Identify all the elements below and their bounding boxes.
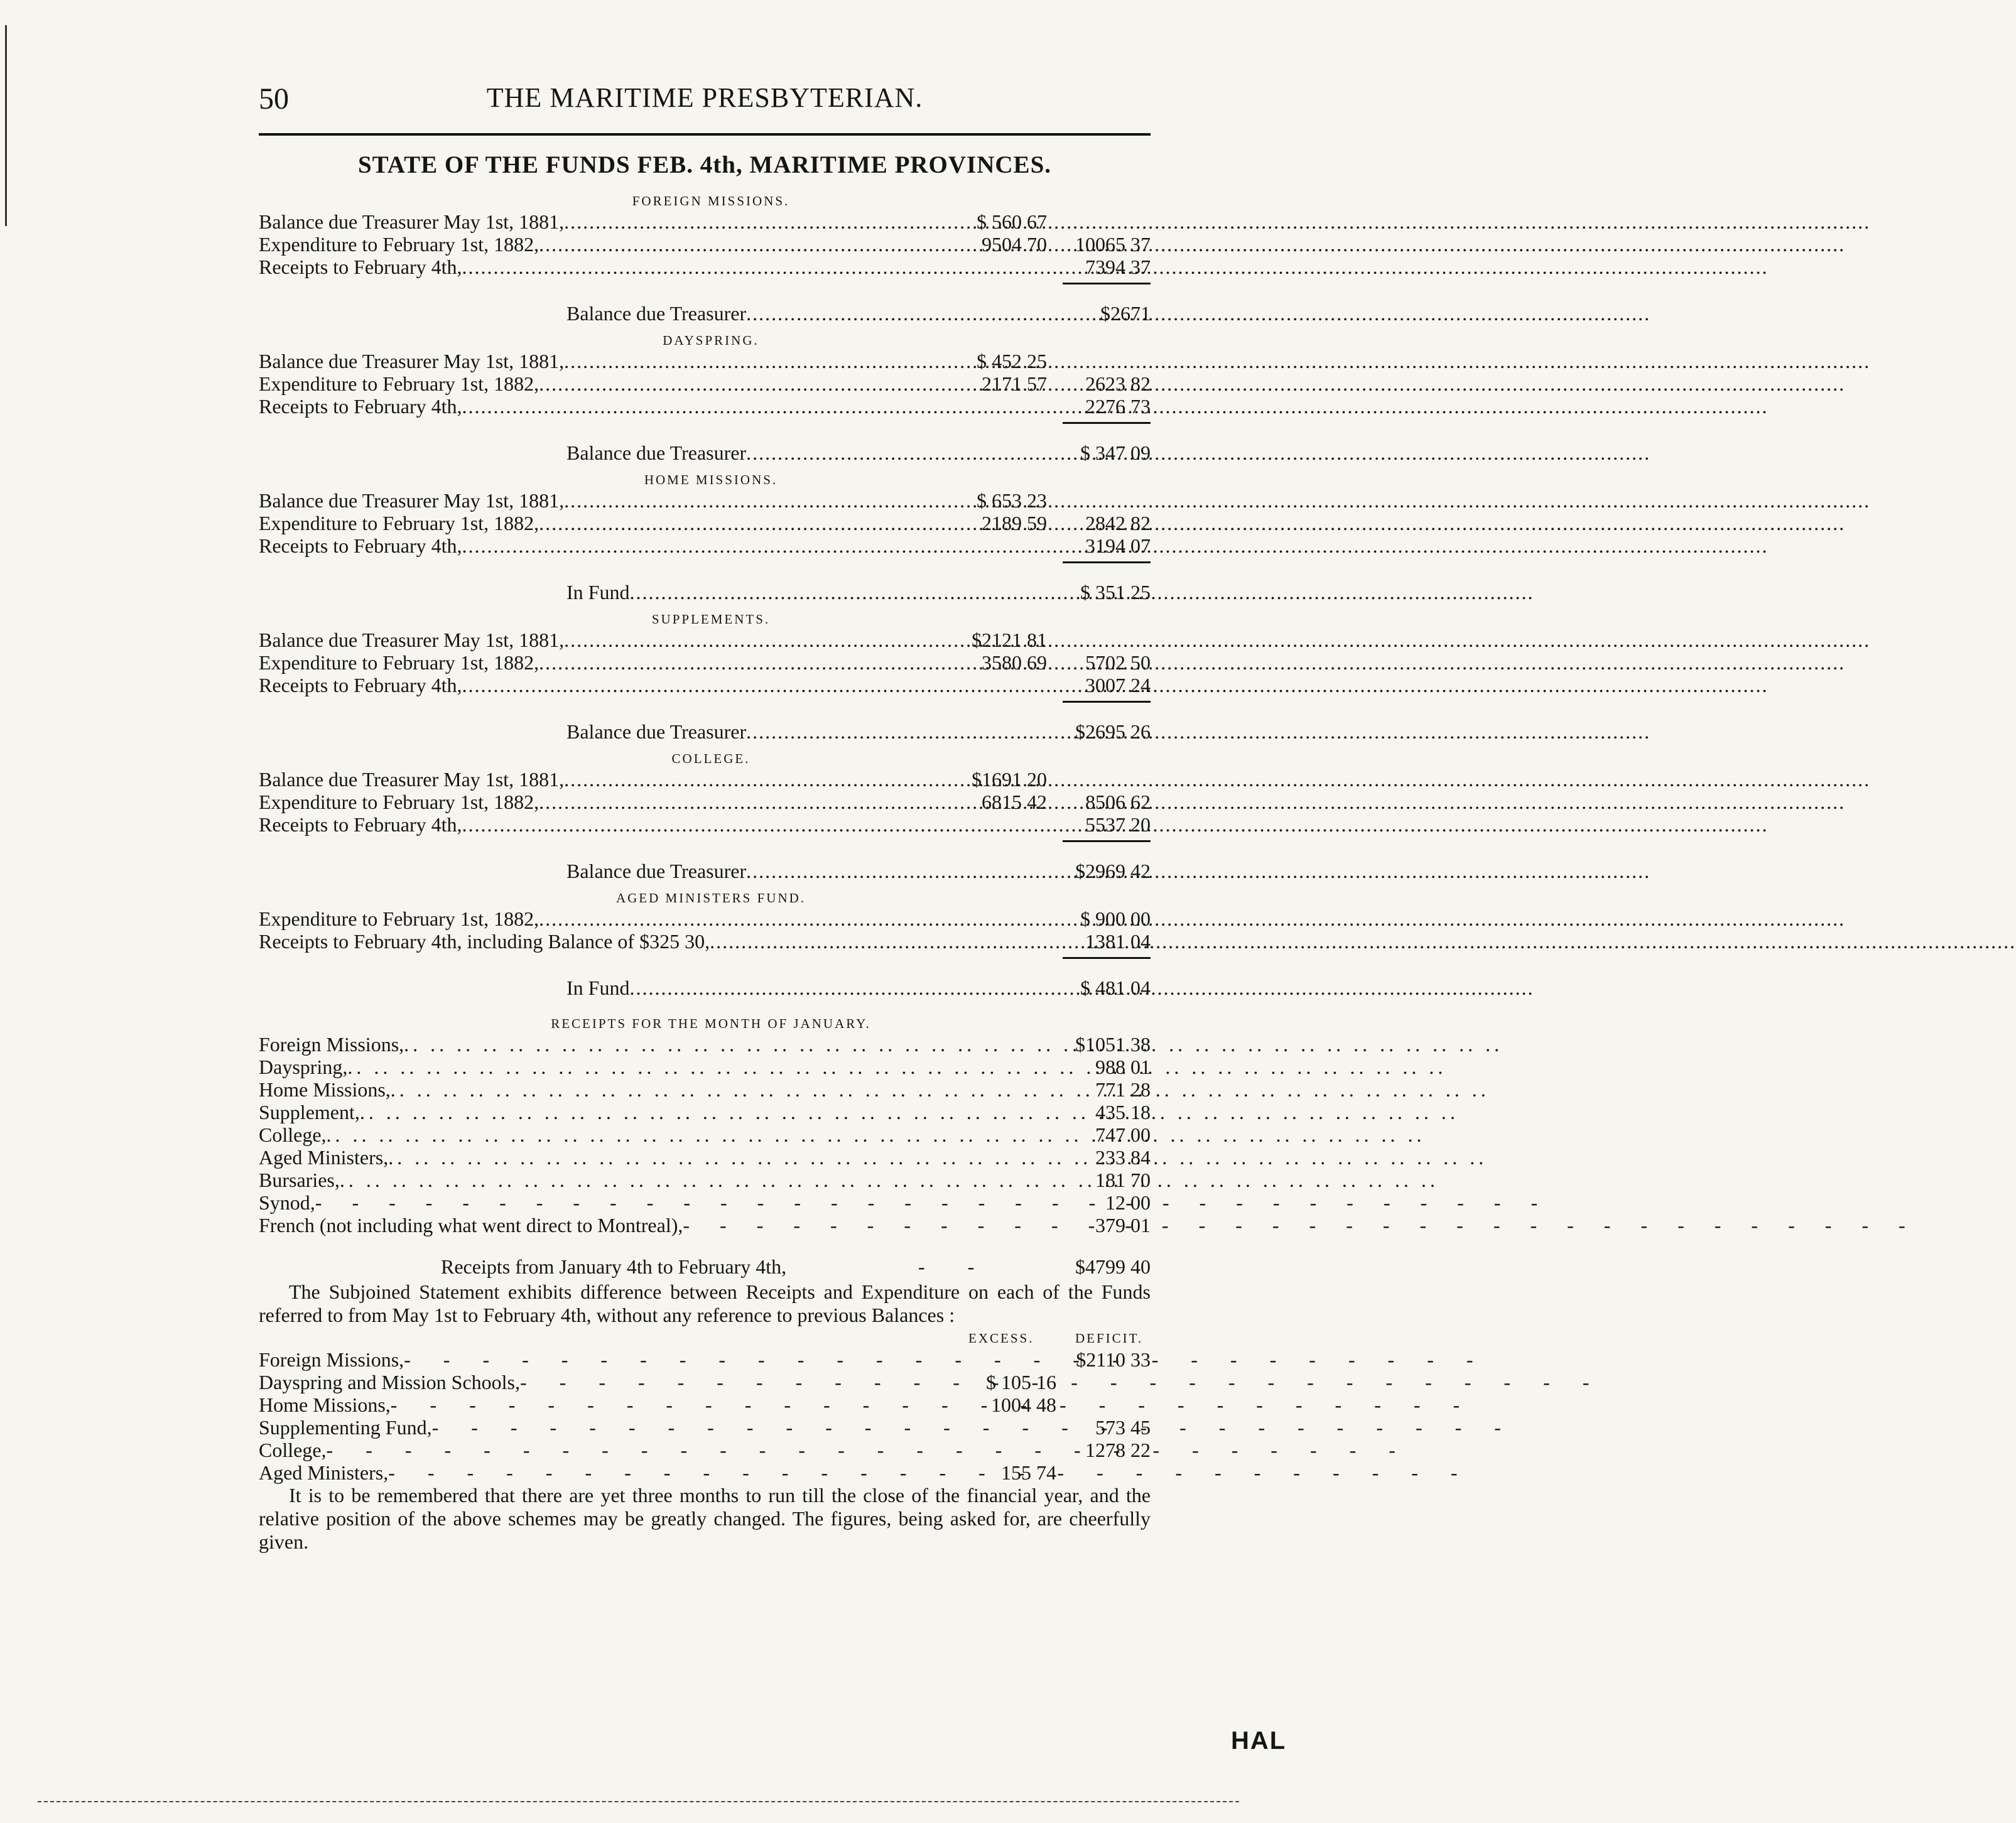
leader xyxy=(683,1214,1917,1236)
dot-leader xyxy=(539,233,1845,256)
difference-row-label-wrap xyxy=(259,1416,924,1439)
fund-balance-label-wrap xyxy=(566,974,1006,1002)
fund-row-amount-2: 10065 37 xyxy=(1075,233,1151,256)
fund-row-amount-2: 3194 07 xyxy=(1063,534,1151,557)
january-row-label: Synod, xyxy=(259,1191,315,1214)
header-rule xyxy=(259,133,1151,136)
fund-balance-row xyxy=(259,974,1163,1002)
statement-paragraph: The Subjoined Statement exhibits difference between Receipts and Expenditure on each of the Funds referred to from May 1st to February 4th, without any reference to previous Balances : xyxy=(259,1280,1151,1326)
fund-row-label-wrap xyxy=(259,372,956,395)
fund-row-label: Balance due Treasurer May 1st, 1881, xyxy=(259,489,565,512)
difference-row-label-wrap xyxy=(259,1348,924,1371)
fund-row xyxy=(259,674,1163,696)
fund-row-label: Balance due Treasurer May 1st, 1881, xyxy=(259,768,565,791)
fund-row-label-wrap xyxy=(259,907,956,930)
fund-balance-label-wrap xyxy=(566,439,1006,467)
january-row xyxy=(259,1078,1163,1101)
fund-row xyxy=(259,629,1163,651)
january-row-amount: 12 00 xyxy=(1105,1191,1151,1214)
fund-row-amount-2: 2623 82 xyxy=(1085,372,1151,395)
fund-row-amount-1: $ 653 23 xyxy=(977,489,1047,512)
fund-row xyxy=(259,930,1163,953)
january-row-amount: 747 00 xyxy=(1095,1123,1151,1146)
january-row-label: Bursaries, xyxy=(259,1169,340,1191)
fund-row-amount-1: $ 452 25 xyxy=(977,350,1047,372)
fund-row-amount-2: 3007 24 xyxy=(1063,674,1151,696)
fund-row-label: Expenditure to February 1st, 1882, xyxy=(259,233,539,256)
fund-row-amount-1: $2121 81 xyxy=(972,629,1047,651)
corner-stamp: HAL xyxy=(1231,1727,1287,1755)
difference-row-label-wrap xyxy=(259,1393,924,1416)
fund-balance-amount: $2671 xyxy=(1100,302,1151,325)
fund-row xyxy=(259,534,1163,557)
dot-leader xyxy=(539,372,1845,395)
fund-row xyxy=(259,791,1163,813)
fund-row-amount-2: 5702 50 xyxy=(1085,651,1151,674)
excess-header: EXCESS. xyxy=(968,1331,1034,1346)
dot-leader xyxy=(539,907,1845,930)
fund-row-amount-2: 5537 20 xyxy=(1063,813,1151,836)
fund-balance-label-wrap xyxy=(566,857,1006,885)
fund-balance-amount: $ 347 09 xyxy=(1080,441,1151,464)
january-row xyxy=(259,1191,1163,1214)
january-row-label-wrap xyxy=(259,1056,1006,1078)
difference-row xyxy=(259,1348,1163,1371)
fund-row-label-wrap xyxy=(259,350,956,372)
fund-balance-row xyxy=(259,857,1163,885)
january-row-label: College, xyxy=(259,1123,327,1146)
fund-row-label: Receipts to February 4th, xyxy=(259,534,462,557)
dot-leader xyxy=(539,791,1845,813)
january-row xyxy=(259,1033,1163,1056)
fund-row xyxy=(259,768,1163,791)
january-row xyxy=(259,1123,1163,1146)
fund-heading: FOREIGN MISSIONS. xyxy=(632,193,790,208)
january-row-label: French (not including what went direct to Montreal), xyxy=(259,1214,683,1236)
fund-row-label-wrap xyxy=(259,489,956,512)
difference-row-label-wrap xyxy=(259,1461,924,1484)
difference-table xyxy=(259,1348,1163,1484)
dash-leader xyxy=(404,1348,1487,1371)
fund-row-label-wrap xyxy=(259,512,956,534)
fund-row-label: Receipts to February 4th, xyxy=(259,674,462,696)
fund-row xyxy=(259,512,1163,534)
fund-sections xyxy=(259,192,1163,1005)
fund-balance-amount: $ 481 04 xyxy=(1080,976,1151,999)
fund-row xyxy=(259,395,1163,418)
fund-row-label-wrap xyxy=(259,930,956,953)
fund-row xyxy=(259,233,1163,256)
fund-row-label: Balance due Treasurer May 1st, 1881, xyxy=(259,350,565,372)
dash-leader xyxy=(432,1416,1515,1439)
fund-row-amount-2: 7394 37 xyxy=(1063,256,1151,278)
january-heading: RECEIPTS FOR THE MONTH OF JANUARY. xyxy=(551,1016,871,1031)
fund-balance-label-wrap xyxy=(566,718,1006,745)
fund-row xyxy=(259,907,1163,930)
dot-leader xyxy=(564,350,1870,372)
fund-heading: HOME MISSIONS. xyxy=(644,472,778,487)
leader xyxy=(388,1146,1487,1169)
january-row-label: Supplement, xyxy=(259,1101,360,1123)
fund-balance-row xyxy=(259,300,1163,327)
deficit-amount: 573 45 xyxy=(1095,1416,1151,1439)
fund-row-amount-1: 3580 69 xyxy=(982,651,1047,674)
fund-row xyxy=(259,489,1163,512)
january-row-label-wrap xyxy=(259,1078,1006,1101)
page-title: STATE OF THE FUNDS FEB. 4th, MARITIME PROVINCES. xyxy=(357,151,1052,178)
fund-balance-label-wrap xyxy=(566,578,1006,606)
fund-row-amount-2: 2276 73 xyxy=(1063,395,1151,418)
fund-row-amount-1: 9504 70 xyxy=(982,233,1047,256)
difference-row xyxy=(259,1461,1163,1484)
fund-row-label: Expenditure to February 1st, 1882, xyxy=(259,651,539,674)
january-total-row xyxy=(259,1253,1163,1280)
dash-leader xyxy=(520,1371,1603,1393)
fund-balance-label: Balance due Treasurer xyxy=(566,441,747,464)
fund-row-label: Receipts to February 4th, including Balance of $325 30, xyxy=(259,930,710,953)
fund-row-label-wrap xyxy=(259,233,956,256)
dash-leader xyxy=(391,1393,1473,1416)
january-row xyxy=(259,1214,1163,1236)
binding-edge-mark xyxy=(5,25,13,226)
difference-row-label: Home Missions, xyxy=(259,1393,391,1416)
section-gap xyxy=(259,1002,1163,1005)
fund-row xyxy=(259,256,1163,278)
excess-amount: 1004 48 xyxy=(991,1393,1056,1416)
january-row-label: Dayspring, xyxy=(259,1056,348,1078)
excess-amount: 155 74 xyxy=(1001,1461,1056,1484)
fund-heading: SUPPLEMENTS. xyxy=(651,612,771,627)
fund-row-label: Balance due Treasurer May 1st, 1881, xyxy=(259,629,565,651)
journal-title: THE MARITIME PRESBYTERIAN. xyxy=(486,82,923,113)
january-row-amount: 233 84 xyxy=(1095,1146,1151,1169)
leader xyxy=(347,1056,1446,1078)
leader xyxy=(315,1191,1550,1214)
january-row-amount: 379 01 xyxy=(1095,1214,1151,1236)
leader xyxy=(360,1101,1459,1123)
difference-row xyxy=(259,1371,1163,1393)
january-row-label-wrap xyxy=(259,1101,1006,1123)
fund-row-label-wrap xyxy=(259,674,956,696)
fund-balance-label: Balance due Treasurer xyxy=(566,302,747,325)
difference-row-label: Aged Ministers, xyxy=(259,1461,389,1484)
fund-row-label: Expenditure to February 1st, 1882, xyxy=(259,372,539,395)
fund-row-label-wrap xyxy=(259,395,956,418)
fund-row-amount-2: 1381 04 xyxy=(1063,930,1151,953)
leader xyxy=(340,1169,1439,1191)
january-row-label: Home Missions, xyxy=(259,1078,391,1101)
bottom-scan-edge xyxy=(38,1801,1239,1802)
difference-row xyxy=(259,1393,1163,1416)
fund-row-label: Expenditure to February 1st, 1882, xyxy=(259,791,539,813)
difference-row-label: College, xyxy=(259,1439,327,1461)
deficit-amount: 1278 22 xyxy=(1085,1439,1151,1461)
fund-heading: DAYSPRING. xyxy=(663,333,759,348)
fund-balance-row xyxy=(259,718,1163,745)
fund-row xyxy=(259,350,1163,372)
fund-row-label-wrap xyxy=(259,629,956,651)
fund-row-amount-2: $ 900 00 xyxy=(1080,907,1151,930)
january-row-label-wrap xyxy=(259,1169,1006,1191)
january-row-label-wrap xyxy=(259,1033,1006,1056)
dot-leader xyxy=(746,300,1650,327)
difference-row-label-wrap xyxy=(259,1439,924,1461)
fund-balance-label: In Fund xyxy=(566,976,630,999)
fund-balance-label: Balance due Treasurer xyxy=(566,720,747,743)
fund-balance-amount: $2695 26 xyxy=(1075,720,1151,743)
january-row-label: Aged Ministers, xyxy=(259,1146,389,1169)
january-row-amount: $1051 38 xyxy=(1075,1033,1151,1056)
difference-row xyxy=(259,1439,1163,1461)
january-total-dashes: - - xyxy=(918,1255,994,1278)
january-receipts xyxy=(259,1033,1163,1236)
dot-leader xyxy=(564,489,1870,512)
fund-row-label: Expenditure to February 1st, 1882, xyxy=(259,907,539,930)
fund-row-amount-1: $ 560 67 xyxy=(977,210,1047,233)
dash-leader xyxy=(388,1461,1471,1484)
january-row xyxy=(259,1056,1163,1078)
excess-amount: $ 105 16 xyxy=(986,1371,1056,1393)
fund-balance-label-wrap xyxy=(566,300,1006,327)
funds-statement xyxy=(259,192,1163,1554)
january-row xyxy=(259,1101,1163,1123)
page-number: 50 xyxy=(259,82,289,116)
fund-balance-row xyxy=(259,578,1163,606)
dot-leader xyxy=(746,718,1650,745)
fund-row-label-wrap xyxy=(259,534,956,557)
difference-row-label-wrap xyxy=(259,1371,924,1393)
fund-row xyxy=(259,210,1163,233)
january-row-label-wrap xyxy=(259,1146,1006,1169)
january-row-amount: 435 18 xyxy=(1095,1101,1151,1123)
dot-leader xyxy=(564,210,1870,233)
deficit-header: DEFICIT. xyxy=(1075,1331,1144,1346)
fund-row-label-wrap xyxy=(259,256,956,278)
fund-balance-amount: $2969 42 xyxy=(1075,860,1151,882)
fund-row-label: Receipts to February 4th, xyxy=(259,256,462,278)
january-row-label-wrap xyxy=(259,1214,1006,1236)
dash-leader xyxy=(327,1439,1409,1461)
fund-balance-row xyxy=(259,439,1163,467)
fund-row-label-wrap xyxy=(259,768,956,791)
january-row-amount: 988 01 xyxy=(1095,1056,1151,1078)
leader xyxy=(327,1123,1426,1146)
january-total-amount: $4799 40 xyxy=(1075,1255,1151,1278)
fund-heading: COLLEGE. xyxy=(671,751,751,766)
fund-heading: AGED MINISTERS FUND. xyxy=(615,890,806,906)
leader xyxy=(391,1078,1490,1101)
fund-balance-label: Balance due Treasurer xyxy=(566,860,747,882)
january-row-label-wrap xyxy=(259,1123,1006,1146)
fund-row-label: Balance due Treasurer May 1st, 1881, xyxy=(259,210,565,233)
fund-row-label-wrap xyxy=(259,791,956,813)
fund-balance-amount: $ 351 25 xyxy=(1080,581,1151,603)
fund-row xyxy=(259,372,1163,395)
january-row xyxy=(259,1169,1163,1191)
difference-row-label: Dayspring and Mission Schools, xyxy=(259,1371,520,1393)
january-row xyxy=(259,1146,1163,1169)
difference-row-label: Supplementing Fund, xyxy=(259,1416,432,1439)
fund-row-label-wrap xyxy=(259,651,956,674)
running-header xyxy=(259,82,1151,132)
fund-row-label: Receipts to February 4th, xyxy=(259,813,462,836)
fund-row-label-wrap xyxy=(259,210,956,233)
january-row-label: Foreign Missions, xyxy=(259,1033,404,1056)
fund-row-amount-1: 2171 57 xyxy=(982,372,1047,395)
dot-leader xyxy=(539,651,1845,674)
fund-balance-label: In Fund xyxy=(566,581,630,603)
fund-row-label-wrap xyxy=(259,813,956,836)
difference-header xyxy=(259,1327,1163,1348)
dot-leader xyxy=(710,930,2016,953)
leader xyxy=(404,1033,1503,1056)
dot-leader xyxy=(539,512,1845,534)
fund-row-label: Expenditure to February 1st, 1882, xyxy=(259,512,539,534)
fund-row xyxy=(259,813,1163,836)
fund-row-label: Receipts to February 4th, xyxy=(259,395,462,418)
dot-leader xyxy=(746,439,1650,467)
deficit-amount: $2110 33 xyxy=(1076,1348,1151,1371)
fund-row-amount-1: $1691 20 xyxy=(972,768,1047,791)
fund-row-amount-2: 2842 82 xyxy=(1085,512,1151,534)
january-row-amount: 771 28 xyxy=(1095,1078,1151,1101)
difference-row xyxy=(259,1416,1163,1439)
dot-leader xyxy=(564,768,1870,791)
fund-row-amount-1: 2189 59 xyxy=(982,512,1047,534)
dot-leader xyxy=(564,629,1870,651)
january-row-amount: 181 70 xyxy=(1095,1169,1151,1191)
difference-row-label: Foreign Missions, xyxy=(259,1348,404,1371)
january-total-label: Receipts from January 4th to February 4th, xyxy=(441,1255,787,1278)
dot-leader xyxy=(746,857,1650,885)
fund-row xyxy=(259,651,1163,674)
fund-row-amount-2: 8506 62 xyxy=(1085,791,1151,813)
fund-row-amount-1: 6815 42 xyxy=(982,791,1047,813)
january-row-label-wrap xyxy=(259,1191,1006,1214)
closing-paragraph: It is to be remembered that there are yet three months to run till the close of the financial year, and the relative position of the above schemes may be greatly changed. The figures, being asked for, are cheerfully given. xyxy=(259,1484,1151,1553)
